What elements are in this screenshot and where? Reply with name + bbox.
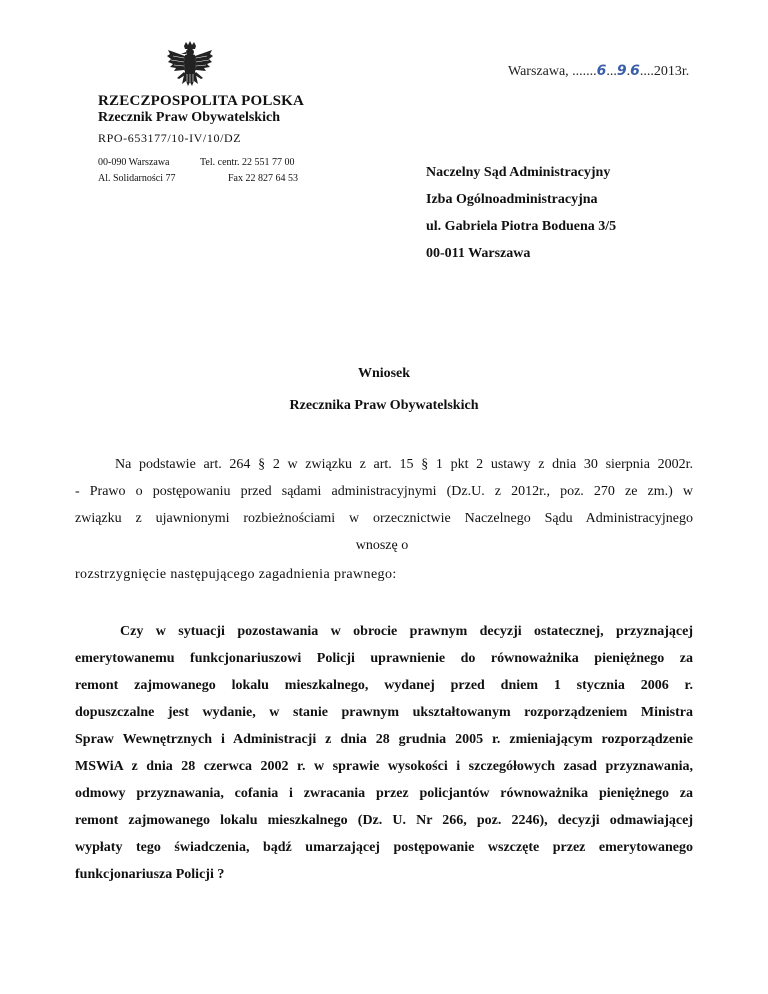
phone-number: Tel. centr. 22 551 77 00 bbox=[200, 157, 295, 168]
date-prefix: Warszawa, ....... bbox=[508, 64, 597, 79]
question-line-1: Czy w sytuacji pozostawania w obrocie prawnym decyzji ostatecznej, przyznającej bbox=[120, 624, 693, 639]
reference-number: RPO-653177/10-IV/10/DZ bbox=[98, 131, 242, 145]
document-subtitle: Rzecznika Praw Obywatelskich bbox=[289, 398, 479, 413]
date-handwritten-month-2: 6 bbox=[630, 63, 640, 79]
body-line-4: rozstrzygnięcie następującego zagadnienia prawnego: bbox=[75, 567, 397, 582]
body-line-3: związku z ujawnionymi rozbieżnościami w orzecznictwie Naczelnego Sądu Administracyjnego bbox=[75, 511, 693, 526]
question-line-10: funkcjonariusza Policji ? bbox=[75, 867, 225, 882]
question-line-9: wypłaty tego świadczenia, bądź umarzającej postępowanie wszczęte przez emerytowanego bbox=[75, 840, 693, 855]
address-line-2: Al. Solidarności 77 bbox=[98, 173, 176, 184]
body-line-1: Na podstawie art. 264 § 2 w związku z art. 15 § 1 pkt 2 ustawy z dnia 30 sierpnia 2002r. bbox=[115, 457, 693, 472]
date-handwritten-day: 6 bbox=[596, 63, 607, 79]
recipient-street: ul. Gabriela Piotra Boduena 3/5 bbox=[426, 219, 617, 234]
date-handwritten-month: 9 bbox=[616, 63, 627, 79]
date-dots: ... bbox=[606, 64, 617, 79]
question-line-7: odmowy przyznawania, cofania i zwracania przez policjantów równoważnika pieniężnego za bbox=[75, 786, 693, 801]
org-name: RZECZPOSPOLITA POLSKA bbox=[98, 93, 305, 109]
date-suffix: ....2013r. bbox=[639, 64, 690, 79]
document-title: Wniosek bbox=[357, 366, 411, 381]
body-line-2: - Prawo o postępowaniu przed sądami administracyjnymi (Dz.U. z 2012r., poz. 270 ze zm.) w bbox=[75, 484, 693, 499]
question-line-2: emerytowanemu funkcjonariuszowi Policji uprawnienie do równoważnika pieniężnego za bbox=[75, 651, 693, 666]
recipient-chamber: Izba Ogólnoadministracyjna bbox=[426, 192, 598, 207]
fax-number: Fax 22 827 64 53 bbox=[228, 173, 298, 184]
question-line-5: Spraw Wewnętrznych i Administracji z dnia 28 grudnia 2005 r. zmieniającym rozporządzenie bbox=[75, 732, 693, 747]
org-subtitle: Rzecznik Praw Obywatelskich bbox=[98, 110, 280, 125]
date-line: Warszawa, .......6...9.6....2013r. bbox=[508, 63, 690, 79]
question-line-3: remont zajmowanego lokalu mieszkalnego, wydanej przed dniem 1 stycznia 2006 r. bbox=[75, 678, 693, 693]
question-line-8: remont zajmowanego lokalu mieszkalnego (Dz. U. Nr 266, poz. 2246), decyzji odmawiającej bbox=[75, 813, 693, 828]
recipient-city: 00-011 Warszawa bbox=[426, 246, 531, 261]
question-line-6: MSWiA z dnia 28 czerwca 2002 r. w sprawie wysokości i szczegółowych zasad przyznawania, bbox=[75, 759, 693, 774]
polish-eagle-emblem-icon bbox=[166, 40, 214, 96]
body-center-phrase: wnoszę o bbox=[355, 538, 409, 553]
address-line-1: 00-090 Warszawa bbox=[98, 157, 170, 168]
recipient-court: Naczelny Sąd Administracyjny bbox=[426, 165, 611, 180]
question-line-4: dopuszczalne jest wydanie, w stanie prawnym ukształtowanym rozporządzeniem Ministra bbox=[75, 705, 693, 720]
